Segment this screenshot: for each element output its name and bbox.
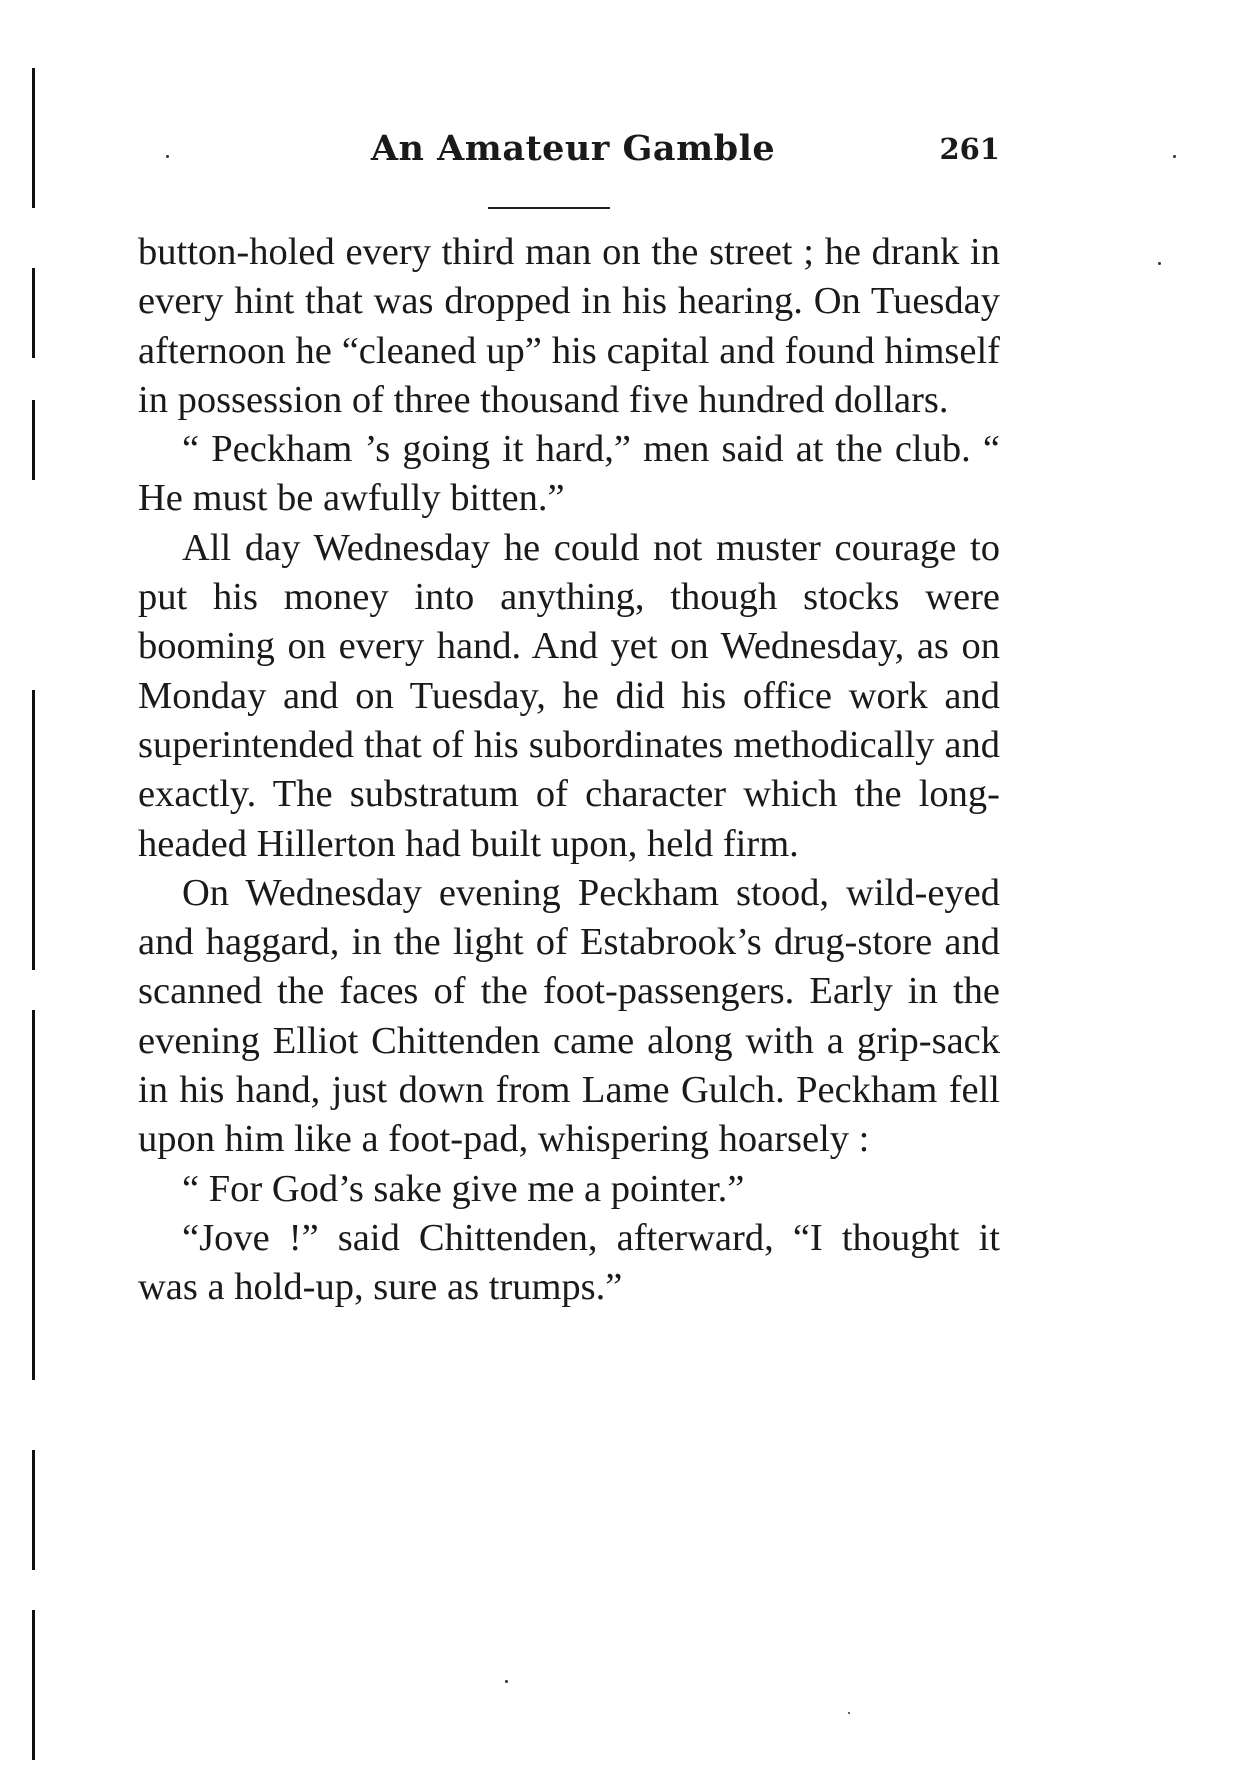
- scan-speck: [505, 1680, 508, 1683]
- paragraph: button-holed every third man on the street ; he drank in every hint that was dropped in his hearing. On Tuesday afternoon he “cleaned up” his capital and found himself in possession of three thousand five hundred dollars.: [138, 231, 1000, 421]
- running-title: An Amateur Gamble: [370, 128, 776, 169]
- page-number: 261: [939, 132, 1000, 166]
- scan-speck: [848, 1712, 850, 1714]
- header-rule: [488, 207, 610, 209]
- paragraph: “ Peckham ’s going it hard,” men said at the club. “ He must be awfully bitten.”: [138, 428, 1000, 520]
- scan-speck: [1158, 262, 1161, 265]
- binding-edge-mark: [32, 1450, 35, 1570]
- paragraph: “Jove !” said Chittenden, afterward, “I thought it was a hold-up, sure as trumps.”: [138, 1216, 1000, 1309]
- binding-edge-mark: [32, 690, 35, 970]
- body-text: [138, 228, 1000, 1313]
- binding-edge-mark: [32, 400, 35, 480]
- binding-edge-mark: [32, 1010, 35, 1380]
- paragraph: On Wednesday evening Peckham stood, wild-eyed and haggard, in the light of Estabrook’s drug-store and scanned the faces of the foot-passengers. Early in the evening Elliot Chittenden came along with a grip-sack in his hand, just down from Lame Gulch. Peckham fell upon him like a foot-pad, whispering hoarsely :: [138, 871, 1000, 1161]
- binding-edge-mark: [32, 68, 35, 208]
- paragraph: “ For God’s sake give me a pointer.”: [182, 1167, 745, 1210]
- scan-speck: [1173, 155, 1176, 158]
- binding-edge-mark: [32, 1610, 35, 1760]
- running-head: [138, 128, 1008, 188]
- binding-edge-mark: [32, 268, 35, 358]
- paragraph: All day Wednesday he could not muster courage to put his money into anything, though stocks were booming on every hand. And yet on Wednesday, as on Monday and on Tuesday, he did his office work and superintended that of his subordinates methodically and exactly. The substratum of character which the long-headed Hillerton had built upon, held firm.: [138, 526, 1000, 865]
